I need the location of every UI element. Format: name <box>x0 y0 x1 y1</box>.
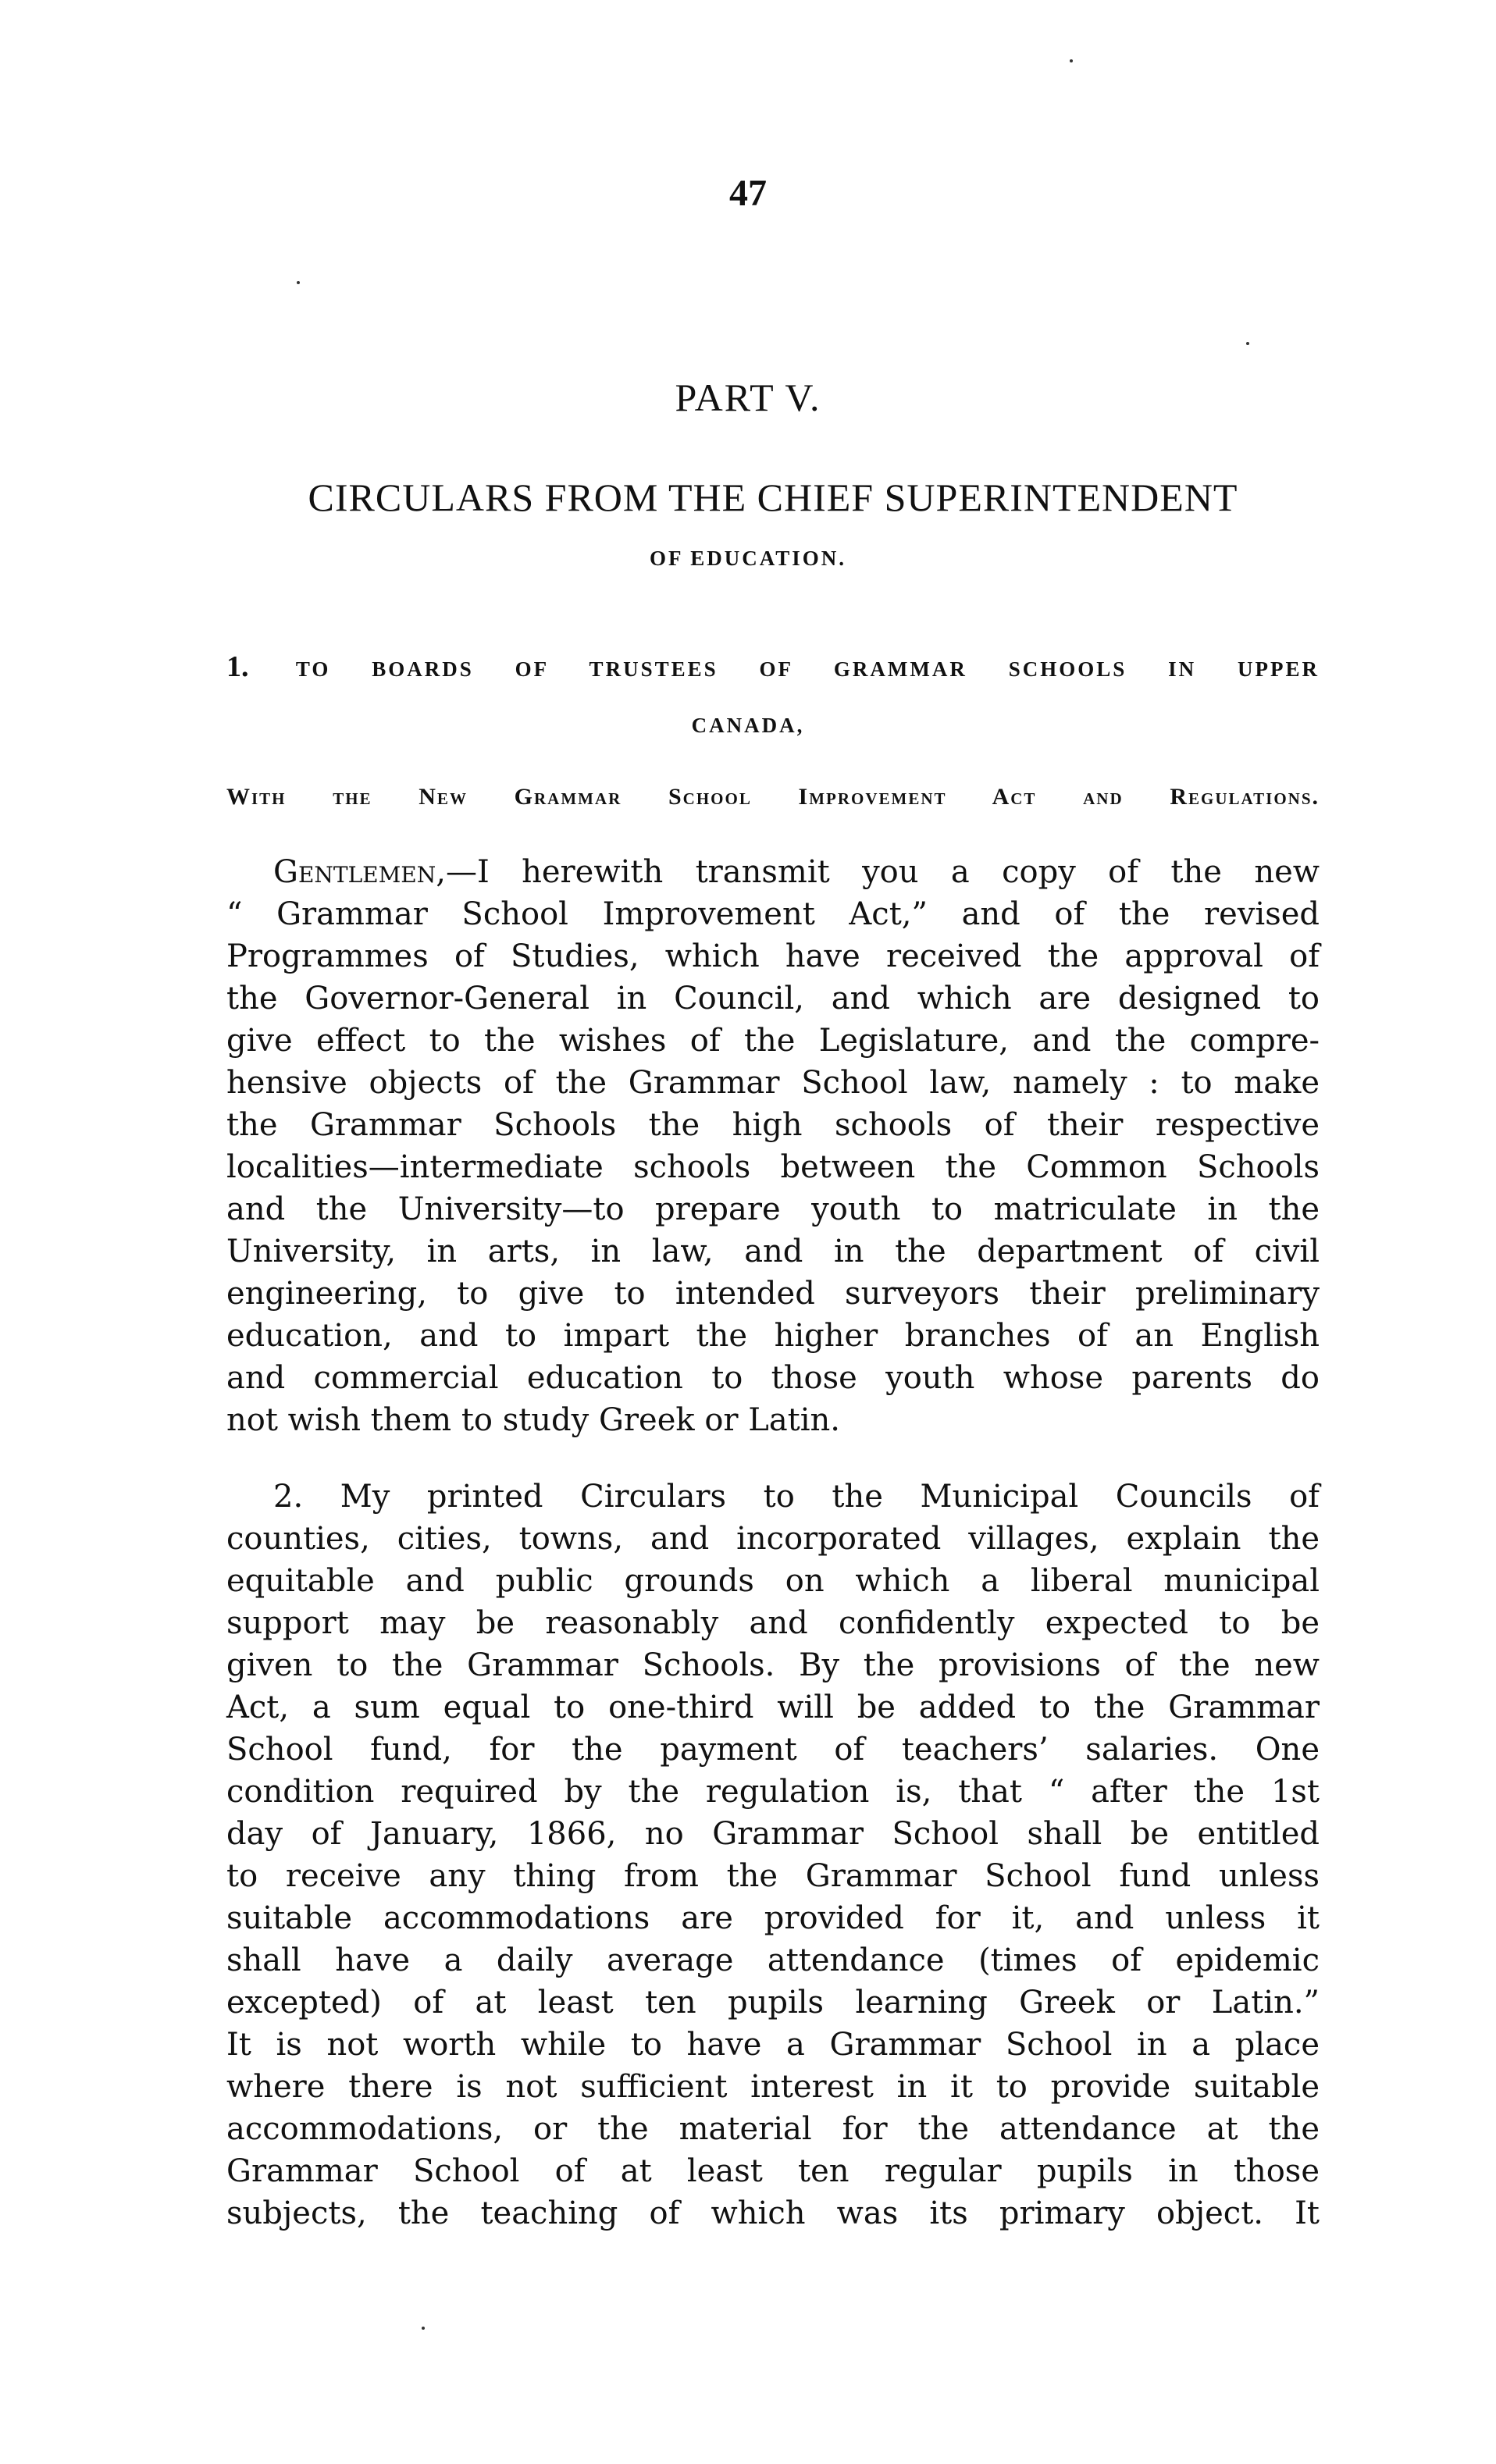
paragraph-line: Programmes of Studies, which have received the approval of <box>226 938 1320 974</box>
paragraph-line: 2. My printed Circulars to the Municipal Councils of <box>273 1479 1320 1515</box>
section-title: CIRCULARS FROM THE CHIEF SUPERINTENDENT <box>308 475 1238 519</box>
paragraph-line: given to the Grammar Schools. By the provisions of the new <box>226 1647 1320 1683</box>
paragraph-line: shall have a daily average attendance (times of epidemic <box>226 1942 1320 1978</box>
paragraph-line: day of January, 1866, no Grammar School shall be entitled <box>226 1816 1320 1852</box>
paragraph-line: School fund, for the payment of teachers’ salaries. One <box>226 1732 1320 1768</box>
paragraph-line: subjects, the teaching of which was its primary object. It <box>226 2195 1320 2231</box>
paragraph-line: support may be reasonably and confidently expected to be <box>226 1605 1320 1641</box>
paragraph-line: equitable and public grounds on which a liberal municipal <box>226 1563 1320 1599</box>
paragraph-line: education, and to impart the higher branches of an English <box>226 1318 1320 1354</box>
paragraph-line: condition required by the regulation is, that “ after the 1st <box>226 1774 1320 1810</box>
part-title: PART V. <box>675 376 821 419</box>
paragraph-line: counties, cities, towns, and incorporated villages, explain the <box>226 1521 1320 1557</box>
paragraph-line: excepted) of at least ten pupils learning Greek or Latin.” <box>226 1985 1320 2021</box>
paragraph-line: accommodations, or the material for the attendance at the <box>226 2111 1320 2147</box>
paragraph-line: and commercial education to those youth whose parents do <box>226 1360 1320 1396</box>
circular-heading-continuation: CANADA, <box>691 714 805 737</box>
paragraph-line: where there is not sufficient interest in it to provide suitable <box>226 2069 1320 2105</box>
paragraph-line: hensive objects of the Grammar School law, namely : to make <box>226 1065 1320 1101</box>
paragraph-line: to receive any thing from the Grammar School fund unless <box>226 1858 1320 1894</box>
section-subtitle: OF EDUCATION. <box>649 547 846 570</box>
paragraph-line: Grammar School of at least ten regular pupils in those <box>226 2153 1320 2189</box>
paragraph-line: “ Grammar School Improvement Act,” and of the revised <box>226 896 1320 932</box>
circular-number: 1. <box>226 650 249 683</box>
scan-speck <box>1070 59 1073 62</box>
page-number: 47 <box>729 173 767 214</box>
paragraph-line <box>226 851 1320 893</box>
paragraph-line-text: —I herewith transmit you a copy of the new <box>445 854 1320 890</box>
paragraph-line: and the University—to prepare youth to matriculate in the <box>226 1191 1320 1227</box>
paragraph-1 <box>226 851 1320 1441</box>
paragraph-line: suitable accommodations are provided for it, and unless it <box>226 1900 1320 1936</box>
paragraph-line: University, in arts, in law, and in the department of civil <box>226 1234 1320 1269</box>
paragraph-line: give effect to the wishes of the Legislature, and the compre- <box>226 1023 1320 1059</box>
paragraph-line: not wish them to study Greek or Latin. <box>226 1402 841 1438</box>
paragraph-line: engineering, to give to intended surveyors their preliminary <box>226 1276 1320 1312</box>
paragraph-line: It is not worth while to have a Grammar School in a place <box>226 2027 1320 2063</box>
paragraph-2 <box>226 1476 1320 2234</box>
paragraph-line: the Grammar Schools the high schools of their respective <box>226 1107 1320 1143</box>
paragraph-line: localities—intermediate schools between the Common Schools <box>226 1149 1320 1185</box>
paragraph-line: Act, a sum equal to one-third will be added to the Grammar <box>226 1690 1320 1725</box>
paragraph-line: the Governor-General in Council, and which are designed to <box>226 981 1320 1017</box>
scan-speck <box>1246 342 1249 345</box>
salutation: Gentlemen, <box>273 854 446 890</box>
circular-subheading: With the New Grammar School Improvement Act and Regulations. <box>226 784 1320 810</box>
circular-heading <box>226 650 1320 684</box>
scan-speck <box>297 281 300 284</box>
circular-heading-text: TO BOARDS OF TRUSTEES OF GRAMMAR SCHOOLS IN UPPER <box>295 657 1320 681</box>
scan-speck <box>422 2327 425 2330</box>
